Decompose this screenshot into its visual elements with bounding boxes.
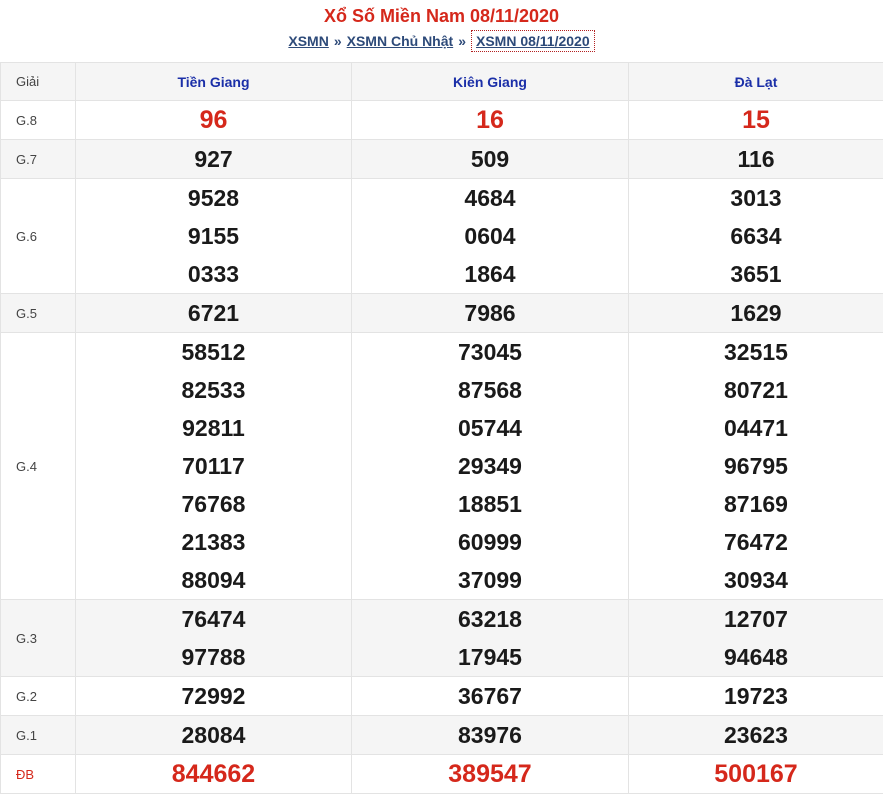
prize-number: 76768 — [181, 491, 246, 517]
prize-cell — [76, 179, 352, 294]
prize-number: 83976 — [458, 722, 522, 748]
prize-number: 73045 — [458, 339, 522, 365]
table-row — [1, 755, 883, 794]
prize-cell — [76, 600, 352, 677]
prize-number: 844662 — [171, 760, 256, 788]
prize-number: 87169 — [724, 491, 788, 517]
page-header — [0, 0, 883, 62]
prize-label: G.8 — [1, 101, 76, 140]
prize-number: 9528 — [187, 185, 240, 211]
prize-number: 6634 — [730, 223, 782, 249]
prize-number: 0604 — [464, 223, 516, 249]
prize-number: 21383 — [181, 529, 246, 555]
prize-number: 30934 — [724, 567, 788, 593]
prize-label: G.6 — [1, 179, 76, 294]
prize-number: 4684 — [464, 185, 516, 211]
prize-number: 70117 — [182, 453, 245, 479]
prize-number: 16 — [476, 106, 504, 134]
prize-number: 1629 — [730, 300, 782, 326]
prize-number: 97788 — [181, 644, 246, 670]
prize-number: 96795 — [724, 453, 788, 479]
prize-number: 60999 — [458, 529, 522, 555]
prize-cell — [352, 140, 629, 179]
breadcrumb-xsmn-chu-nhat[interactable]: XSMN Chủ Nhật — [346, 33, 454, 49]
prize-cell — [629, 333, 883, 600]
prize-cell — [352, 294, 629, 333]
prize-cell — [76, 140, 352, 179]
prize-cell — [352, 179, 629, 294]
prize-number: 116 — [737, 146, 775, 172]
prize-number: 58512 — [181, 339, 246, 365]
prize-number: 76474 — [181, 606, 246, 632]
prize-number: 9155 — [187, 223, 240, 249]
prize-cell — [76, 716, 352, 755]
prize-number: 15 — [742, 106, 770, 134]
table-row — [1, 140, 883, 179]
prize-cell — [629, 140, 883, 179]
prize-number: 927 — [194, 146, 233, 172]
prize-cell — [76, 294, 352, 333]
prize-number: 12707 — [724, 606, 788, 632]
header-province-kien-giang[interactable]: Kiên Giang — [352, 63, 629, 101]
header-province-da-lat[interactable]: Đà Lạt — [629, 63, 883, 101]
header-province-tien-giang[interactable]: Tiền Giang — [76, 63, 352, 101]
prize-number: 29349 — [458, 453, 522, 479]
prize-number: 72992 — [181, 683, 246, 709]
prize-number: 389547 — [448, 760, 532, 788]
prize-number: 1864 — [464, 261, 516, 287]
prize-number: 23623 — [724, 722, 788, 748]
prize-number: 88094 — [181, 567, 246, 593]
prize-label: G.4 — [1, 333, 76, 600]
prize-cell — [629, 101, 883, 140]
prize-label: ĐB — [1, 755, 76, 794]
prize-cell — [76, 101, 352, 140]
prize-number: 96 — [199, 106, 228, 134]
prize-number: 3013 — [730, 185, 782, 211]
prize-number: 17945 — [458, 644, 522, 670]
prize-number: 19723 — [724, 683, 788, 709]
prize-number: 32515 — [724, 339, 788, 365]
table-row — [1, 101, 883, 140]
prize-number: 37099 — [458, 567, 522, 593]
prize-cell — [629, 179, 883, 294]
prize-number: 76472 — [724, 529, 788, 555]
breadcrumb-xsmn[interactable]: XSMN — [288, 33, 329, 49]
prize-label: G.7 — [1, 140, 76, 179]
prize-number: 3651 — [730, 261, 782, 287]
prize-cell — [629, 755, 883, 794]
table-row — [1, 179, 883, 294]
prize-cell — [352, 755, 629, 794]
prize-number: 500167 — [714, 760, 798, 788]
page-title: Xổ Số Miền Nam 08/11/2020 — [323, 6, 560, 26]
prize-cell — [352, 333, 629, 600]
breadcrumb-separator: » — [458, 33, 466, 49]
prize-number: 82533 — [181, 377, 246, 403]
prize-number: 509 — [470, 146, 510, 172]
prize-number: 05744 — [458, 415, 522, 441]
prize-number: 87568 — [458, 377, 522, 403]
prize-label: G.2 — [1, 677, 76, 716]
prize-cell — [76, 677, 352, 716]
table-row — [1, 294, 883, 333]
prize-number: 6721 — [187, 300, 240, 326]
prize-label: G.3 — [1, 600, 76, 677]
prize-number: 28084 — [181, 722, 246, 748]
breadcrumb-current[interactable]: XSMN 08/11/2020 — [471, 30, 595, 52]
prize-number: 18851 — [458, 491, 522, 517]
table-row — [1, 333, 883, 600]
prize-number: 36767 — [458, 683, 522, 709]
prize-cell — [352, 716, 629, 755]
table-row — [1, 716, 883, 755]
table-header-row — [1, 63, 883, 101]
prize-cell — [629, 600, 883, 677]
prize-number: 7986 — [464, 300, 516, 326]
prize-number: 94648 — [724, 644, 788, 670]
prize-number: 92811 — [182, 415, 245, 441]
prize-number: 04471 — [724, 415, 788, 441]
prize-cell — [629, 294, 883, 333]
header-giai: Giải — [1, 63, 76, 101]
prize-cell — [629, 677, 883, 716]
prize-cell — [352, 101, 629, 140]
results-table — [0, 62, 883, 794]
table-row — [1, 677, 883, 716]
prize-number: 80721 — [724, 377, 788, 403]
prize-label: G.1 — [1, 716, 76, 755]
table-row — [1, 600, 883, 677]
breadcrumb — [0, 27, 883, 55]
prize-cell — [352, 677, 629, 716]
prize-number: 63218 — [458, 606, 522, 632]
prize-cell — [352, 600, 629, 677]
prize-cell — [76, 333, 352, 600]
prize-number: 0333 — [187, 261, 240, 287]
prize-cell — [629, 716, 883, 755]
breadcrumb-separator: » — [333, 33, 342, 49]
prize-label: G.5 — [1, 294, 76, 333]
prize-cell — [76, 755, 352, 794]
